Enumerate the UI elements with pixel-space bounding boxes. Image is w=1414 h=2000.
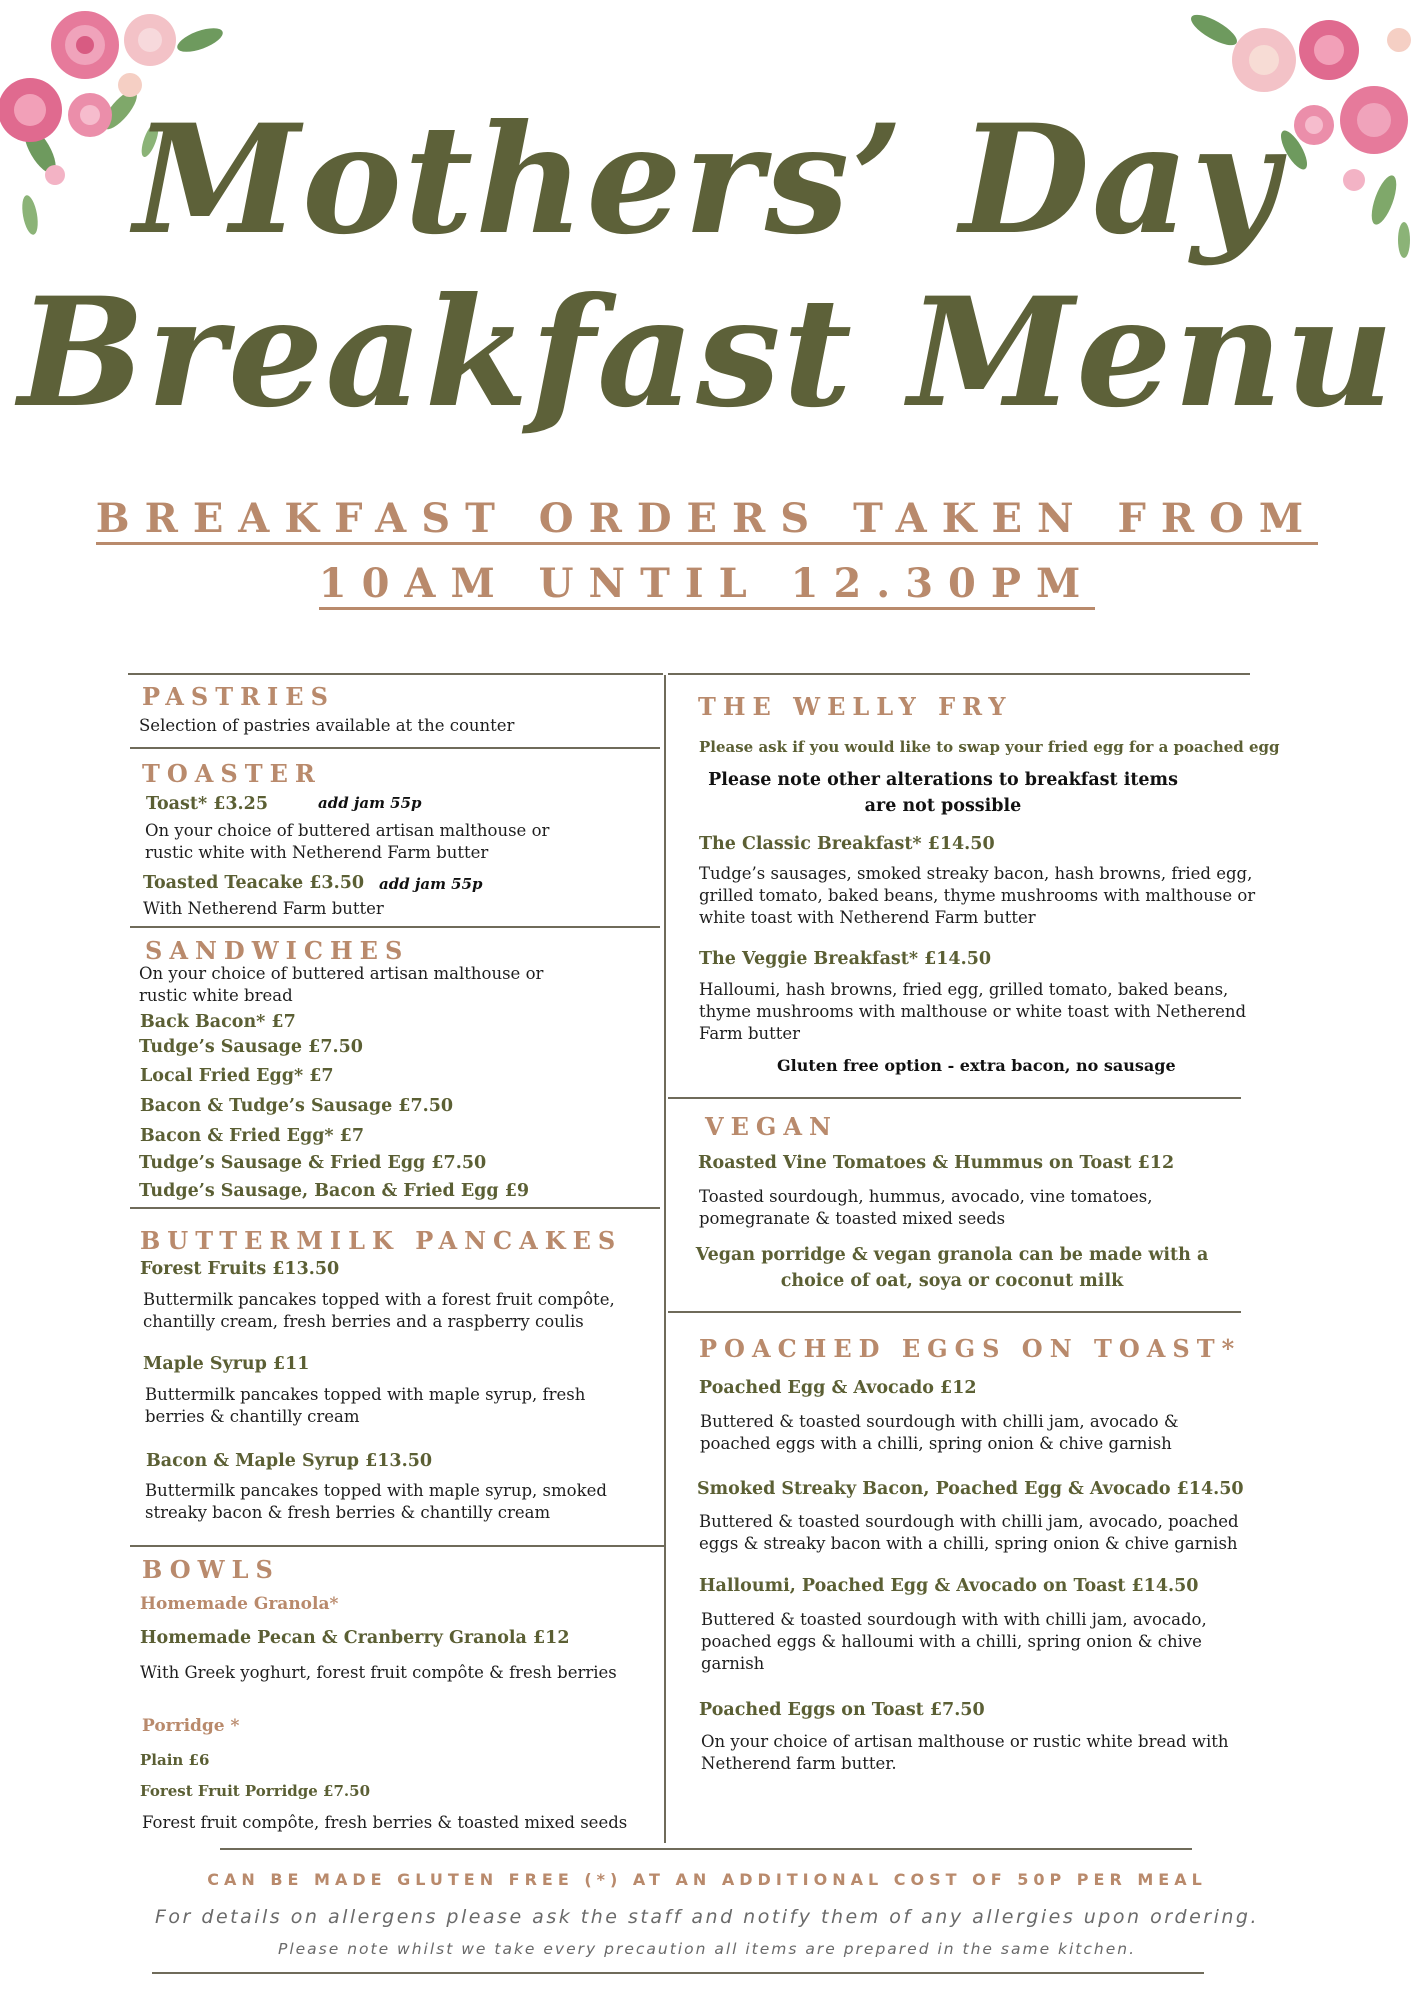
- item-description: rustic white bread: [139, 986, 293, 1005]
- item-description: Buttermilk pancakes topped with a forest fruit compôte,: [143, 1290, 615, 1309]
- vegan-note: Vegan porridge & vegan granola can be made with a: [695, 1245, 1209, 1265]
- item-description: streaky bacon & fresh berries & chantilly cream: [145, 1503, 551, 1522]
- gluten-free-option: Gluten free option - extra bacon, no sausage: [777, 1056, 1176, 1075]
- section-heading-toaster: TOASTER: [142, 759, 322, 788]
- hours-line-2: 10AM UNTIL 12.30PM: [0, 560, 1414, 610]
- item-description: poached eggs & halloumi with a chilli, spring onion & chive: [701, 1632, 1202, 1651]
- item-description: Buttermilk pancakes topped with maple syrup, fresh: [145, 1385, 586, 1404]
- divider: [668, 1311, 1241, 1313]
- menu-item-pancake: Forest Fruits £13.50: [140, 1259, 340, 1279]
- item-description: Buttered & toasted sourdough with chilli jam, avocado &: [700, 1412, 1179, 1431]
- menu-item-sandwich: Bacon & Tudge’s Sausage £7.50: [140, 1096, 454, 1116]
- section-heading-poached-eggs: POACHED EGGS ON TOAST*: [699, 1334, 1242, 1363]
- item-description: Buttered & toasted sourdough with chilli jam, avocado, poached: [699, 1512, 1239, 1531]
- hours-line-1: BREAKFAST ORDERS TAKEN FROM: [0, 495, 1414, 545]
- section-heading-pancakes: BUTTERMILK PANCAKES: [140, 1226, 623, 1255]
- item-description: Toasted sourdough, hummus, avocado, vine tomatoes,: [699, 1187, 1153, 1206]
- item-description: Farm butter: [699, 1024, 801, 1043]
- section-heading-bowls: BOWLS: [142, 1555, 280, 1584]
- item-description: chantilly cream, fresh berries and a raspberry coulis: [143, 1312, 584, 1331]
- subheading-granola: Homemade Granola*: [140, 1594, 339, 1614]
- divider: [152, 1972, 1204, 1974]
- menu-item-sandwich: Tudge’s Sausage, Bacon & Fried Egg £9: [139, 1181, 530, 1201]
- item-description: On your choice of buttered artisan malthouse or: [145, 821, 550, 840]
- addon-note: add jam 55p: [318, 794, 422, 812]
- kitchen-note: Please note whilst we take every precaution all items are prepared in the same kitchen.: [277, 1940, 1137, 1958]
- divider: [130, 1545, 665, 1547]
- item-description: poached eggs with a chilli, spring onion & chive garnish: [700, 1434, 1172, 1453]
- section-heading-welly-fry: THE WELLY FRY: [698, 692, 1013, 721]
- item-description: pomegranate & toasted mixed seeds: [699, 1209, 1006, 1228]
- addon-note: add jam 55p: [379, 875, 483, 893]
- item-description: On your choice of artisan malthouse or rustic white bread with: [701, 1732, 1229, 1751]
- menu-item-teacake: Toasted Teacake £3.50: [143, 873, 365, 893]
- item-description: white toast with Netherend Farm butter: [699, 908, 1036, 927]
- menu-item-vegan: Roasted Vine Tomatoes & Hummus on Toast £12: [698, 1153, 1175, 1173]
- divider: [130, 1207, 660, 1209]
- item-description: eggs & streaky bacon with a chilli, spring onion & chive garnish: [699, 1534, 1238, 1553]
- title-line-1: Mothers’ Day: [133, 92, 1281, 268]
- menu-item-sandwich: Back Bacon* £7: [140, 1012, 296, 1032]
- item-description: With Greek yoghurt, forest fruit compôte & fresh berries: [140, 1663, 617, 1682]
- item-description: berries & chantilly cream: [145, 1407, 360, 1426]
- allergen-note: For details on allergens please ask the staff and notify them of any allergies upon ordering.: [155, 1906, 1259, 1928]
- menu-item-pancake: Maple Syrup £11: [143, 1354, 310, 1374]
- item-description: Netherend farm butter.: [701, 1754, 897, 1773]
- column-divider: [664, 675, 666, 1843]
- pastries-description: Selection of pastries available at the counter: [139, 716, 515, 735]
- menu-item-poached: Poached Egg & Avocado £12: [699, 1378, 977, 1398]
- menu-item-classic-breakfast: The Classic Breakfast* £14.50: [699, 834, 995, 854]
- divider: [128, 673, 663, 675]
- menu-item-sandwich: Local Fried Egg* £7: [140, 1066, 334, 1086]
- section-heading-sandwiches: SANDWICHES: [145, 936, 410, 965]
- alterations-note: Please note other alterations to breakfast items: [708, 770, 1178, 790]
- alterations-note: are not possible: [864, 796, 1022, 816]
- divider: [668, 673, 1250, 675]
- item-description: With Netherend Farm butter: [143, 899, 384, 918]
- section-heading-vegan: VEGAN: [705, 1112, 838, 1141]
- title-line-2: Breakfast Menu: [18, 265, 1396, 441]
- divider: [220, 1848, 1192, 1850]
- subheading-porridge: Porridge *: [142, 1716, 240, 1736]
- divider: [130, 747, 660, 749]
- item-description: Buttered & toasted sourdough with with chilli jam, avocado,: [701, 1610, 1207, 1629]
- item-description: garnish: [701, 1654, 765, 1673]
- menu-item-granola: Homemade Pecan & Cranberry Granola £12: [140, 1628, 570, 1648]
- menu-item-porridge: Plain £6: [140, 1751, 210, 1769]
- menu-item-sandwich: Tudge’s Sausage & Fried Egg £7.50: [139, 1153, 487, 1173]
- menu-item-poached: Smoked Streaky Bacon, Poached Egg & Avocado £14.50: [697, 1479, 1244, 1499]
- divider: [668, 1097, 1241, 1099]
- divider: [130, 926, 660, 928]
- vegan-note: choice of oat, soya or coconut milk: [780, 1271, 1124, 1291]
- gluten-free-note: CAN BE MADE GLUTEN FREE (*) AT AN ADDITIONAL COST OF 50P PER MEAL: [207, 1870, 1207, 1889]
- item-description: Forest fruit compôte, fresh berries & toasted mixed seeds: [142, 1813, 628, 1832]
- item-description: thyme mushrooms with malthouse or white toast with Netherend: [699, 1002, 1247, 1021]
- item-description: rustic white with Netherend Farm butter: [145, 843, 489, 862]
- menu-item-pancake: Bacon & Maple Syrup £13.50: [146, 1451, 433, 1471]
- item-description: Halloumi, hash browns, fried egg, grilled tomato, baked beans,: [699, 980, 1229, 999]
- menu-item-toast: Toast* £3.25: [146, 794, 269, 814]
- menu-item-poached: Poached Eggs on Toast £7.50: [699, 1700, 985, 1720]
- menu-item-sandwich: Bacon & Fried Egg* £7: [140, 1126, 365, 1146]
- item-description: On your choice of buttered artisan malthouse or: [139, 964, 544, 983]
- swap-note: Please ask if you would like to swap your fried egg for a poached egg: [699, 738, 1280, 756]
- section-heading-pastries: PASTRIES: [142, 682, 335, 711]
- menu-item-veggie-breakfast: The Veggie Breakfast* £14.50: [699, 949, 992, 969]
- item-description: Tudge’s sausages, smoked streaky bacon, hash browns, fried egg,: [699, 864, 1253, 883]
- menu-item-sandwich: Tudge’s Sausage £7.50: [139, 1037, 363, 1057]
- item-description: Buttermilk pancakes topped with maple syrup, smoked: [145, 1481, 607, 1500]
- item-description: grilled tomato, baked beans, thyme mushrooms with malthouse or: [699, 886, 1256, 905]
- menu-item-poached: Halloumi, Poached Egg & Avocado on Toast £14.50: [699, 1576, 1199, 1596]
- menu-item-porridge: Forest Fruit Porridge £7.50: [140, 1782, 371, 1800]
